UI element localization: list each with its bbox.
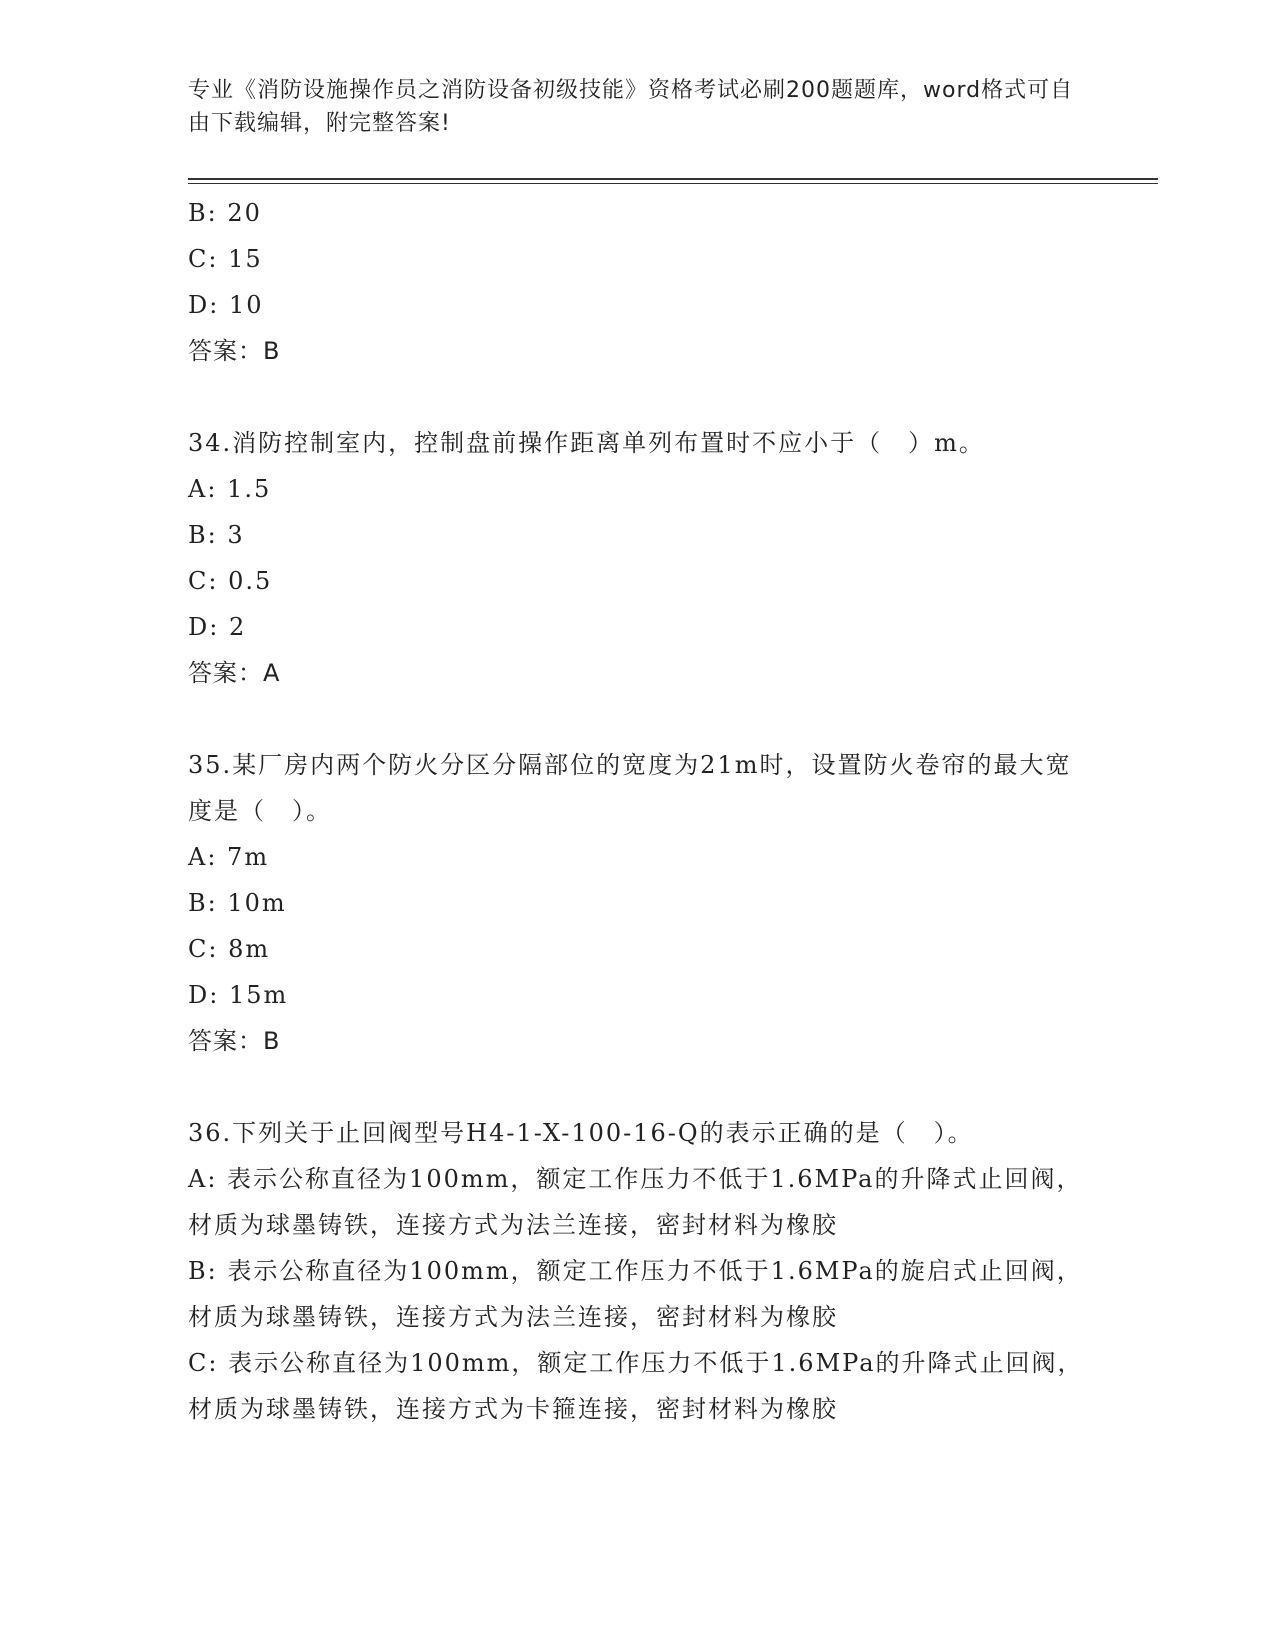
header-divider-thick	[188, 178, 1158, 180]
spacer	[188, 696, 1108, 742]
option-b: B: 表示公称直径为100mm，额定工作压力不低于1.6MPa的旋启式止回阀，材质为球墨铸铁，连接方式为法兰连接，密封材料为橡胶	[188, 1257, 1083, 1331]
spacer	[188, 1064, 1108, 1110]
answer-line: 答案：A	[188, 659, 281, 687]
option-d: D: 2	[188, 613, 247, 641]
question-35	[188, 742, 1108, 1064]
question-36	[188, 1110, 1108, 1432]
header-divider-thin	[188, 183, 1158, 184]
document-header: 专业《消防设施操作员之消防设备初级技能》资格考试必刷200题题库，word格式可自由下载编辑，附完整答案!	[188, 78, 1074, 136]
question-stem: 34.消防控制室内，控制盘前操作距离单列布置时不应小于（ ）m。	[188, 429, 985, 457]
option-c: C: 8m	[188, 935, 271, 963]
option-a: A: 1.5	[188, 475, 272, 503]
answer-line: 答案：B	[188, 337, 281, 365]
option-b: B: 20	[188, 199, 262, 227]
option-d: D: 15m	[188, 981, 289, 1009]
answer-line: 答案：B	[188, 1027, 281, 1055]
option-b: B: 3	[188, 521, 245, 549]
document-body	[188, 190, 1108, 1432]
option-d: D: 10	[188, 291, 264, 319]
option-a: A: 表示公称直径为100mm，额定工作压力不低于1.6MPa的升降式止回阀，材质为球墨铸铁，连接方式为法兰连接，密封材料为橡胶	[188, 1165, 1083, 1239]
option-c: C: 15	[188, 245, 263, 273]
spacer	[188, 374, 1108, 420]
question-stem: 36.下列关于止回阀型号H4-1-X-100-16-Q的表示正确的是（ ）。	[188, 1119, 974, 1147]
option-a: A: 7m	[188, 843, 270, 871]
option-b: B: 10m	[188, 889, 287, 917]
question-34	[188, 420, 1108, 696]
option-c: C: 表示公称直径为100mm，额定工作压力不低于1.6MPa的升降式止回阀，材质为球墨铸铁，连接方式为卡箍连接，密封材料为橡胶	[188, 1349, 1084, 1423]
question-33-continued	[188, 190, 1108, 374]
question-stem: 35.某厂房内两个防火分区分隔部位的宽度为21m时，设置防火卷帘的最大宽度是（ ）。	[188, 751, 1072, 825]
option-c: C: 0.5	[188, 567, 273, 595]
